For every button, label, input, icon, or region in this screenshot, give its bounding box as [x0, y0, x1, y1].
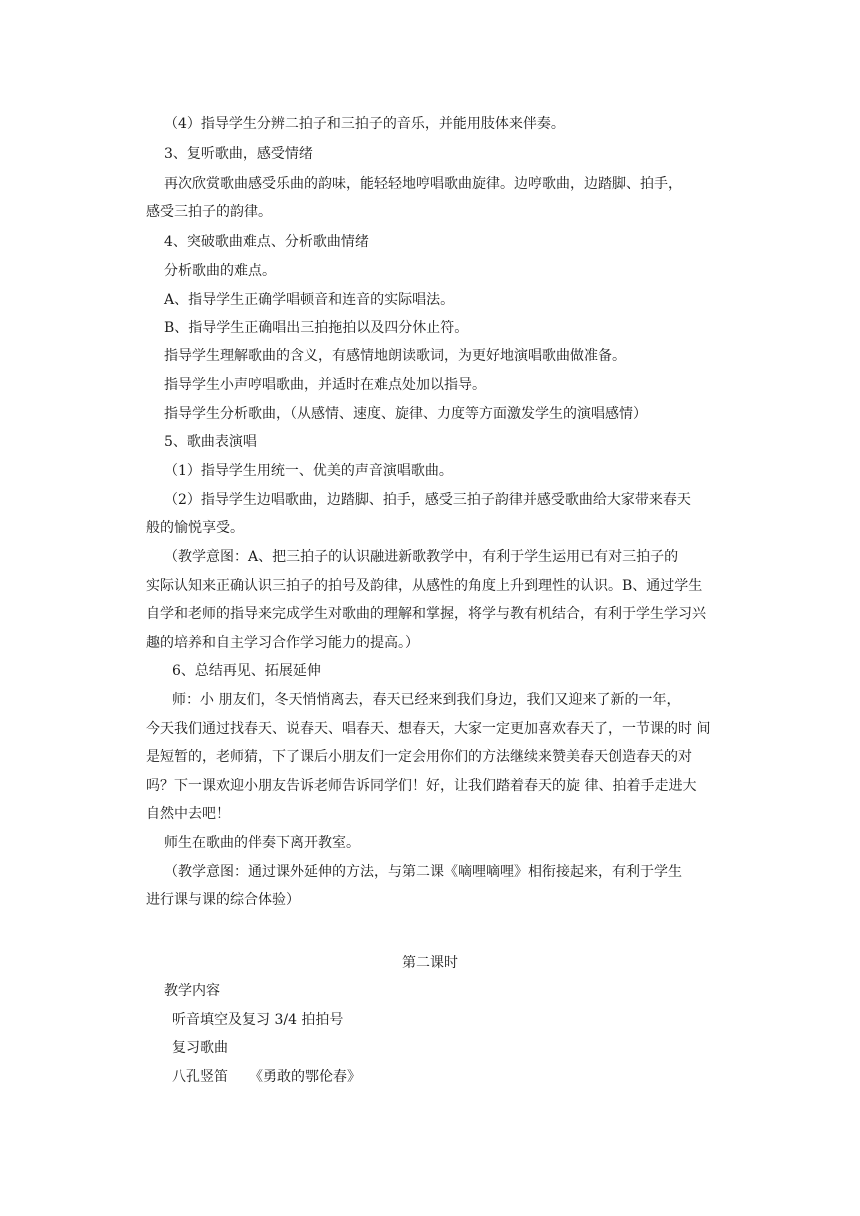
- text-line: （2）指导学生边唱歌曲，边踏脚、拍手，感受三拍子韵律并感受歌曲给大家带来春天: [164, 492, 691, 508]
- text-line: 进行课与课的综合体验）: [146, 892, 300, 908]
- text-line: （教学意图：通过课外延伸的方法，与第二课《嘀哩嘀哩》相衔接起来，有利于学生: [164, 864, 682, 880]
- text-line: （1）指导学生用统一、优美的声音演唱歌曲。: [164, 463, 453, 479]
- text-line: 4、突破歌曲难点、分析歌曲情绪: [164, 234, 369, 250]
- text-line: 是短暂的，老师猜，下了课后小朋友们一定会用你们的方法继续来赞美春天创造春天的对: [146, 749, 692, 765]
- text-line: 指导学生小声哼唱歌曲，并适时在难点处加以指导。: [164, 377, 486, 393]
- text-line: （教学意图：A、把三拍子的认识融进新歌教学中，有利于学生运用已有对三拍子的: [164, 549, 679, 565]
- text-line: 5、歌曲表演唱: [164, 434, 257, 450]
- section-line: 八孔竖笛 《勇敢的鄂伦春》: [172, 1069, 361, 1085]
- text-line: 分析歌曲的难点。: [164, 263, 276, 279]
- section-line: 教学内容: [164, 983, 220, 999]
- text-line: 6、总结再见、拓展延伸: [172, 663, 321, 679]
- text-line: 般的愉悦享受。: [146, 520, 244, 536]
- text-line: A、指导学生正确学唱顿音和连音的实际唱法。: [164, 292, 455, 308]
- section-title: 第二课时: [402, 955, 458, 971]
- text-line: 指导学生理解歌曲的含义，有感情地朗读歌词，为更好地演唱歌曲做准备。: [164, 348, 626, 364]
- text-line: 指导学生分析歌曲，（从感情、速度、旋律、力度等方面激发学生的演唱感情）: [164, 406, 647, 422]
- section-line: 复习歌曲: [172, 1040, 228, 1056]
- text-line: （4）指导学生分辨二拍子和三拍子的音乐，并能用肢体来伴奏。: [164, 116, 565, 132]
- text-line: 再次欣赏歌曲感受乐曲的韵味，能轻轻地哼唱歌曲旋律。边哼歌曲，边踏脚、拍手，: [164, 176, 682, 192]
- text-line: 师生在歌曲的伴奏下离开教室。: [164, 835, 360, 851]
- text-line: B、指导学生正确唱出三拍拖拍以及四分休止符。: [164, 320, 469, 336]
- text-line: 师：小 朋友们，冬天悄悄离去，春天已经来到我们身边，我们又迎来了新的一年，: [172, 692, 681, 708]
- text-line: 自学和老师的指导来完成学生对歌曲的理解和掌握，将学与教有机结合，有利于学生学习兴: [146, 606, 706, 622]
- text-line: 今天我们通过找春天、说春天、唱春天、想春天，大家一定更加喜欢春天了，一节课的时 间: [146, 721, 711, 737]
- text-line: 实际认知来正确认识三拍子的拍号及韵律，从感性的角度上升到理性的认识。B、通过学生: [146, 578, 703, 594]
- text-line: 感受三拍子的韵律。: [146, 204, 272, 220]
- text-line: 趣的培养和自主学习合作学习能力的提高。）: [146, 635, 419, 651]
- text-line: 3、复听歌曲，感受情绪: [164, 146, 313, 162]
- text-line: 自然中去吧！: [146, 806, 230, 822]
- text-line: 吗？下一课欢迎小朋友告诉老师告诉同学们！好，让我们踏着春天的旋 律、拍着手走进大: [146, 778, 697, 794]
- section-line: 听音填空及复习 3/4 拍拍号: [172, 1012, 344, 1028]
